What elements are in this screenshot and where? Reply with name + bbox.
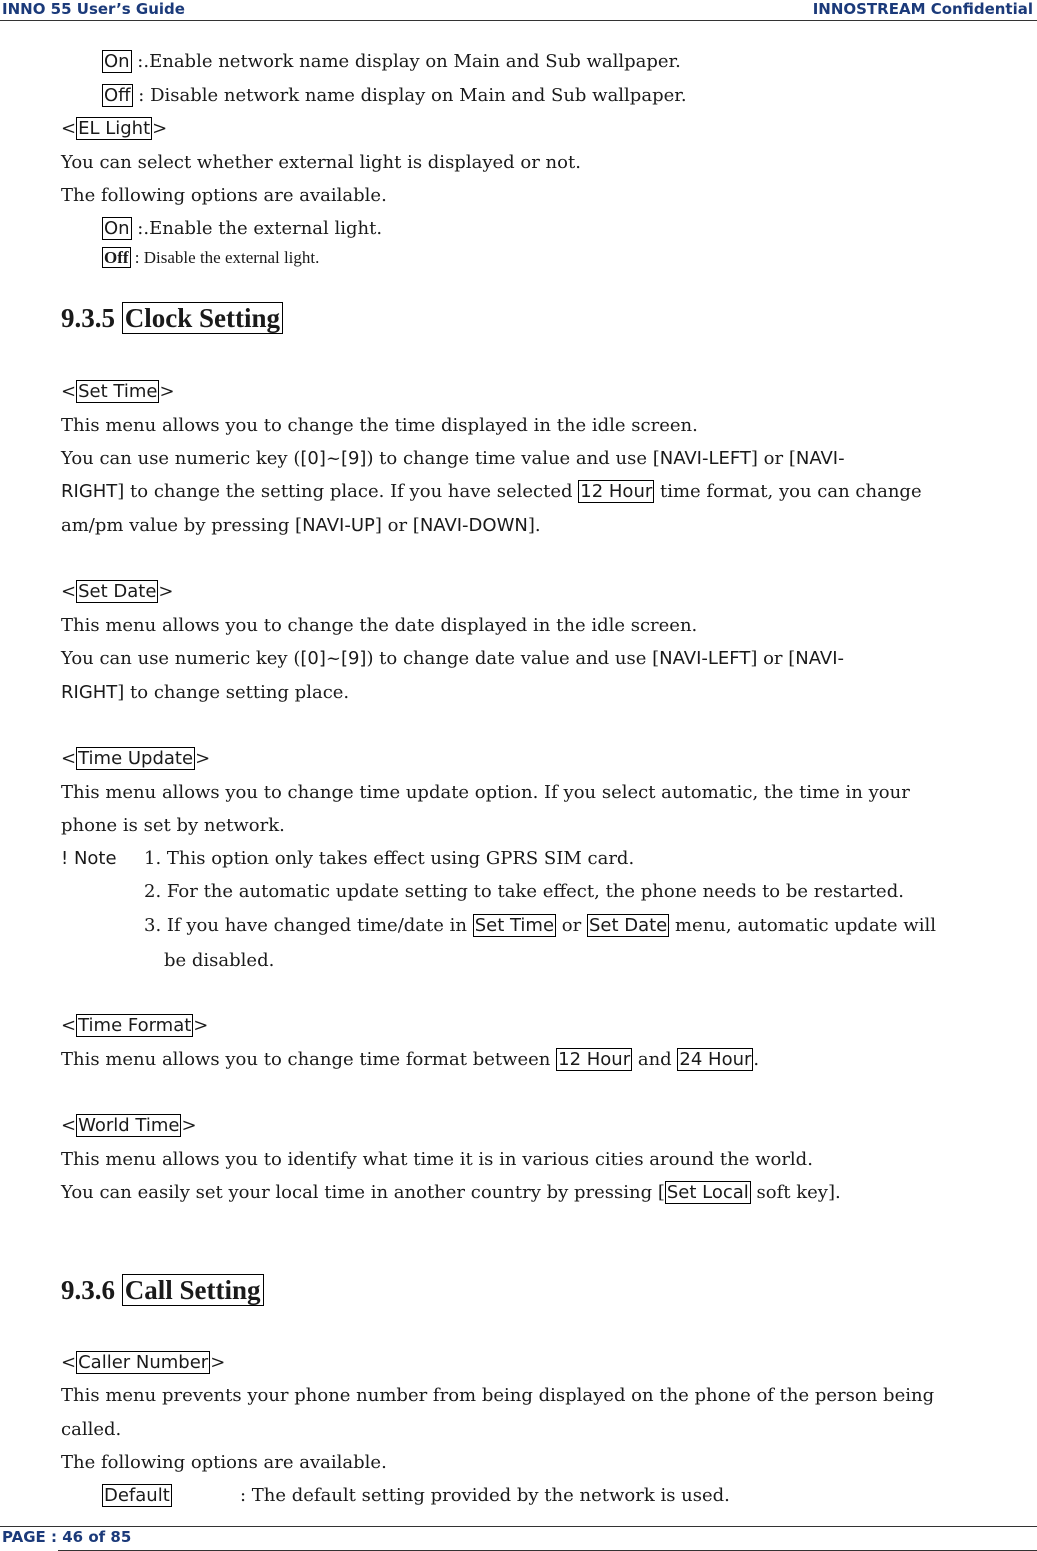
- world-time-line-1: This menu allows you to identify what time it is in various cities around the world.: [61, 1149, 813, 1170]
- option-on-el-light: On :.Enable the external light.: [104, 218, 383, 239]
- caller-number-line-3: The following options are available.: [61, 1452, 387, 1473]
- set-date-line-3: RIGHT] to change setting place.: [61, 682, 350, 703]
- note-label: ! Note: [61, 848, 117, 869]
- page-header: [0, 0, 1037, 21]
- section-set-date-title: < Set Date >: [61, 581, 174, 602]
- el-light-desc-2: The following options are available.: [61, 185, 387, 206]
- set-time-line-2: You can use numeric key ([0]~[9]) to change time value and use [NAVI-LEFT] or [NAVI-: [61, 448, 845, 469]
- section-time-format-title: < Time Format >: [61, 1015, 209, 1036]
- heading-clock-setting: 9.3.5 Clock Setting: [61, 303, 283, 334]
- set-date-line-2: You can use numeric key ([0]~[9]) to change date value and use [NAVI-LEFT] or [NAVI-: [61, 648, 845, 669]
- header-confidential: INNOSTREAM Confidential: [812, 0, 1033, 18]
- option-on-network-name: On :.Enable network name display on Main and Sub wallpaper.: [104, 51, 681, 72]
- note-item-3: 3. If you have changed time/date in Set Time or Set Date menu, automatic update will: [144, 915, 936, 936]
- section-time-update-title: < Time Update >: [61, 748, 211, 769]
- note-item-2: 2. For the automatic update setting to take effect, the phone needs to be restarted.: [144, 881, 904, 902]
- option-default: Default: [104, 1485, 170, 1506]
- heading-call-setting: 9.3.6 Call Setting: [61, 1275, 264, 1306]
- note-item-1: 1. This option only takes effect using GPRS SIM card.: [144, 848, 635, 869]
- section-el-light-title: < EL Light >: [61, 118, 168, 139]
- set-date-line-1: This menu allows you to change the date displayed in the idle screen.: [61, 615, 698, 636]
- section-world-time-title: < World Time >: [61, 1115, 197, 1136]
- caller-number-line-2: called.: [61, 1419, 122, 1440]
- section-caller-number-title: < Caller Number >: [61, 1352, 226, 1373]
- footer-rule-top: [0, 1526, 1037, 1527]
- world-time-line-2: You can easily set your local time in another country by pressing [ Set Local soft key].: [61, 1182, 841, 1203]
- page-number: PAGE : 46 of 85: [2, 1528, 132, 1546]
- set-time-line-3: RIGHT] to change the setting place. If you have selected 12 Hour time format, you can change: [61, 481, 922, 502]
- option-off-network-name: Off : Disable network name display on Main and Sub wallpaper.: [104, 85, 687, 106]
- note-item-3-cont: be disabled.: [164, 950, 275, 971]
- option-off-el-light: Off : Disable the external light.: [104, 248, 320, 267]
- set-time-line-4: am/pm value by pressing [NAVI-UP] or [NAVI-DOWN].: [61, 515, 541, 536]
- header-doc-title: INNO 55 User’s Guide: [2, 0, 185, 18]
- section-set-time-title: < Set Time >: [61, 381, 175, 402]
- el-light-desc-1: You can select whether external light is displayed or not.: [61, 152, 581, 173]
- set-time-line-1: This menu allows you to change the time displayed in the idle screen.: [61, 415, 698, 436]
- time-update-line-1: This menu allows you to change time update option. If you select automatic, the time in your: [61, 782, 910, 803]
- caller-number-line-1: This menu prevents your phone number from being displayed on the phone of the person being: [61, 1385, 935, 1406]
- option-default-desc: : The default setting provided by the network is used.: [240, 1485, 730, 1506]
- time-format-line-1: This menu allows you to change time format between 12 Hour and 24 Hour .: [61, 1049, 760, 1070]
- time-update-line-2: phone is set by network.: [61, 815, 285, 836]
